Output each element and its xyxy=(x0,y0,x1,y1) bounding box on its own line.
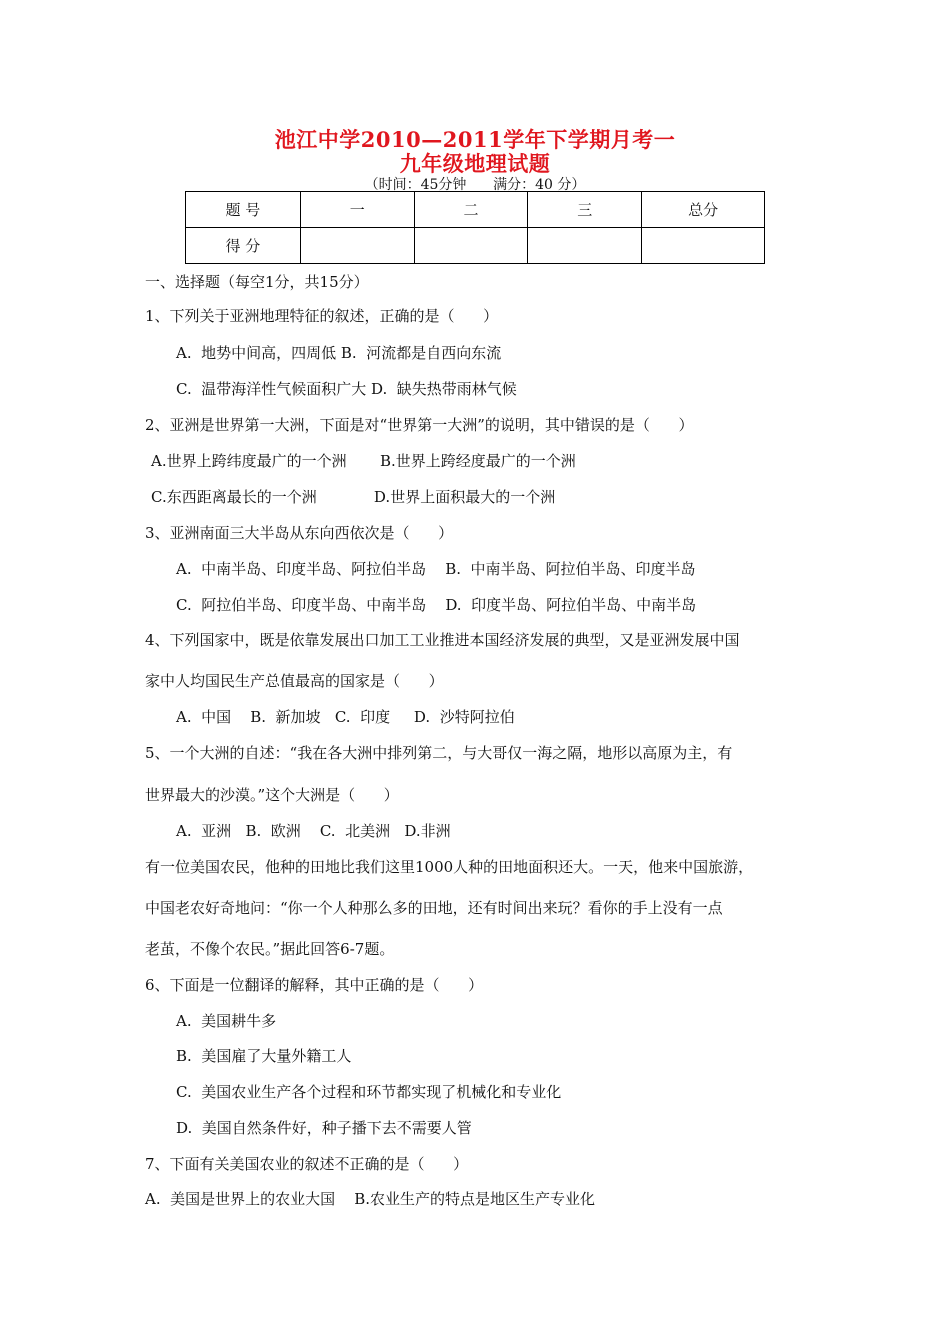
answer-option: A. 中南半岛、印度半岛、阿拉伯半岛 B. 中南半岛、阿拉伯半岛、印度半岛 xyxy=(176,560,696,578)
section-heading: 一、选择题（每空1分，共15分） xyxy=(145,273,369,291)
answer-option: C. 阿拉伯半岛、印度半岛、中南半岛 D. 印度半岛、阿拉伯半岛、中南半岛 xyxy=(176,596,697,614)
answer-option: A.世界上跨纬度最广的一个洲 B.世界上跨经度最广的一个洲 xyxy=(151,452,576,470)
exam-time-score-info: （时间：45分钟 满分：40 分） xyxy=(364,177,586,193)
score-table-cell: 三 xyxy=(528,192,642,228)
score-table-cell: 题 号 xyxy=(186,192,301,228)
question-text: 4、下列国家中，既是依靠发展出口加工工业推进本国经济发展的典型，又是亚洲发展中国 xyxy=(145,631,740,649)
score-table-cell: 得 分 xyxy=(186,228,301,264)
question-text: 2、亚洲是世界第一大洲，下面是对“世界第一大洲”的说明，其中错误的是（ ） xyxy=(145,416,694,434)
question-text: 1、下列关于亚洲地理特征的叙述，正确的是（ ） xyxy=(145,307,499,325)
answer-option: A. 美国是世界上的农业大国 B.农业生产的特点是地区生产专业化 xyxy=(145,1190,596,1208)
question-text: 6、下面是一位翻译的解释，其中正确的是（ ） xyxy=(145,976,484,994)
question-text: 家中人均国民生产总值最高的国家是（ ） xyxy=(145,672,444,690)
answer-option: B. 美国雇了大量外籍工人 xyxy=(176,1047,352,1065)
answer-option: C. 美国农业生产各个过程和环节都实现了机械化和专业化 xyxy=(176,1083,562,1101)
passage-text: 有一位美国农民，他种的田地比我们这里1000人种的田地面积还大。一天，他来中国旅游， xyxy=(145,858,754,876)
score-input-cell xyxy=(414,228,528,264)
answer-option: A. 中国 B. 新加坡 C. 印度 D. 沙特阿拉伯 xyxy=(176,708,515,726)
question-text: 3、亚洲南面三大半岛从东向西依次是（ ） xyxy=(145,524,454,542)
score-table-cell: 总分 xyxy=(642,192,765,228)
score-table-score-row xyxy=(186,228,765,264)
question-text: 7、下面有关美国农业的叙述不正确的是（ ） xyxy=(145,1155,469,1173)
question-text: 世界最大的沙漠。”这个大洲是（ ） xyxy=(145,786,399,804)
score-table xyxy=(185,191,765,264)
answer-option: A. 地势中间高，四周低 B. 河流都是自西向东流 xyxy=(176,344,502,362)
score-table-cell: 二 xyxy=(414,192,528,228)
answer-option: C.东西距离最长的一个洲 D.世界上面积最大的一个洲 xyxy=(151,488,556,506)
answer-option: D. 美国自然条件好，种子播下去不需要人管 xyxy=(176,1119,472,1137)
exam-title: 池江中学2010—2011学年下学期月考一 xyxy=(274,127,676,152)
score-input-cell xyxy=(300,228,414,264)
exam-subject-title: 九年级地理试题 xyxy=(399,151,551,176)
passage-text: 中国老农好奇地问：“你一个人种那么多的田地，还有时间出来玩？看你的手上没有一点 xyxy=(145,899,723,917)
passage-text: 老茧，不像个农民。”据此回答6-7题。 xyxy=(145,940,395,958)
score-input-cell xyxy=(642,228,765,264)
question-text: 5、一个大洲的自述：“我在各大洲中排列第二，与大哥仅一海之隔，地形以高原为主，有 xyxy=(145,744,733,762)
answer-option: A. 亚洲 B. 欧洲 C. 北美洲 D.非洲 xyxy=(176,822,451,840)
score-table-header-row xyxy=(186,192,765,228)
score-input-cell xyxy=(528,228,642,264)
score-table-cell: 一 xyxy=(300,192,414,228)
answer-option: A. 美国耕牛多 xyxy=(176,1012,277,1030)
answer-option: C. 温带海洋性气候面积广大 D. 缺失热带雨林气候 xyxy=(176,380,517,398)
